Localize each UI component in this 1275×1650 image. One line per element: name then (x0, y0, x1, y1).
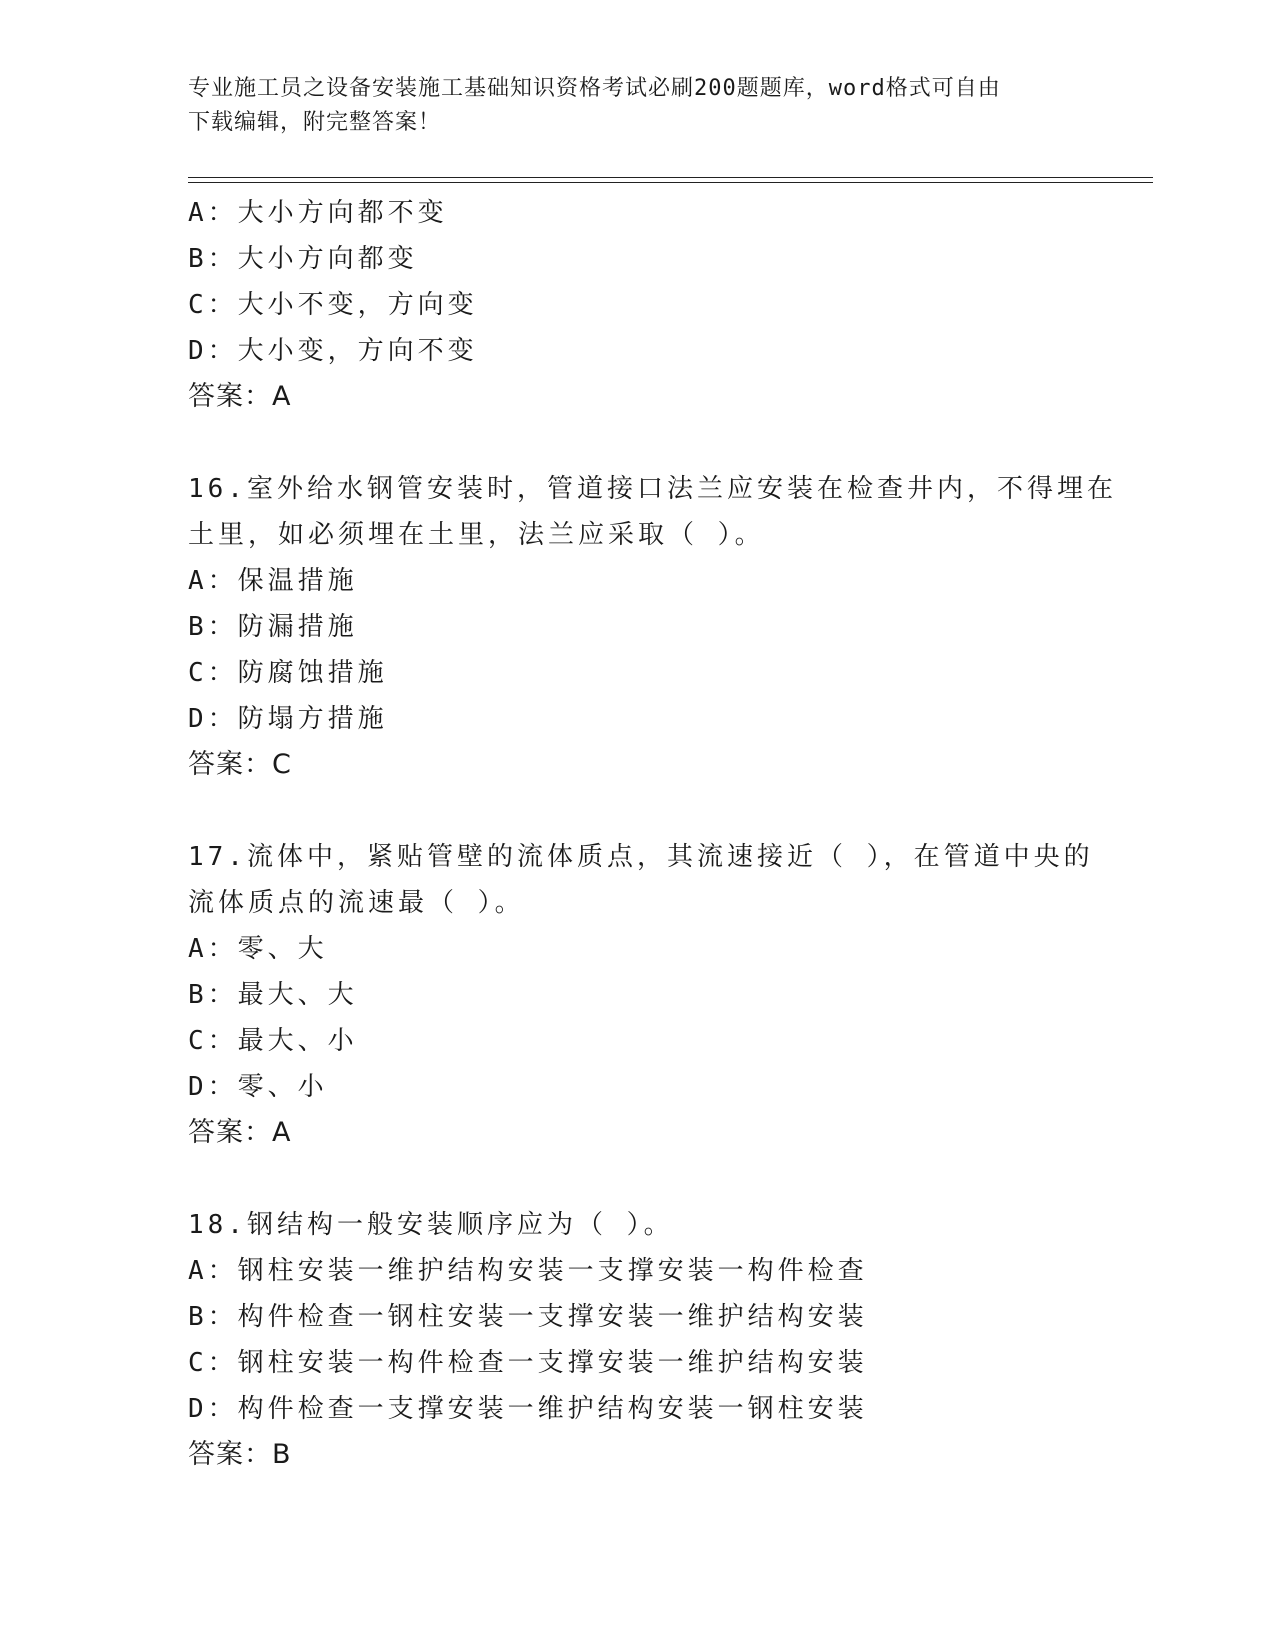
option-d: D：防塌方措施 (188, 704, 388, 734)
question-text-line-1: 17.流体中，紧贴管壁的流体质点，其流速接近（ ），在管道中央的 (188, 842, 1094, 872)
option-a: A：钢柱安装一维护结构安装一支撑安装一构件检查 (188, 1256, 868, 1286)
option-d: D：构件检查一支撑安装一维护结构安装一钢柱安装 (188, 1394, 868, 1424)
question-text-line-2: 流体质点的流速最（ ）。 (188, 888, 525, 918)
option-c: C：大小不变，方向变 (188, 290, 478, 320)
question-text-line-2: 土里，如必须埋在土里，法兰应采取（ ）。 (188, 520, 765, 550)
option-c: C：最大、小 (188, 1026, 358, 1056)
header-line-1: 专业施工员之设备安装施工基础知识资格考试必刷200题题库，word格式可自由 (188, 76, 1001, 101)
header-line-2: 下载编辑，附完整答案！ (188, 110, 442, 135)
option-a: A：保温措施 (188, 566, 358, 596)
option-d: D：零、小 (188, 1072, 328, 1102)
answer: 答案：A (188, 381, 292, 412)
spacer (188, 1156, 1088, 1202)
answer: 答案：B (188, 1439, 292, 1470)
document-header (188, 72, 1088, 140)
option-b: B：大小方向都变 (188, 244, 418, 274)
option-a: A：大小方向都不变 (188, 198, 448, 228)
question-17 (188, 834, 1094, 1156)
question-text-line-1: 16.室外给水钢管安装时，管道接口法兰应安装在检查井内，不得埋在 (188, 474, 1117, 504)
option-d: D：大小变，方向不变 (188, 336, 478, 366)
spacer (188, 420, 1088, 466)
option-b: B：防漏措施 (188, 612, 358, 642)
question-18 (188, 1202, 1088, 1478)
answer: 答案：C (188, 749, 292, 780)
header-divider-bottom (188, 182, 1153, 183)
question-16 (188, 466, 1117, 788)
option-c: C：钢柱安装一构件检查一支撑安装一维护结构安装 (188, 1348, 868, 1378)
option-b: B：构件检查一钢柱安装一支撑安装一维护结构安装 (188, 1302, 868, 1332)
question-list (188, 190, 1117, 1478)
question-text-line-1: 18.钢结构一般安装顺序应为（ ）。 (188, 1210, 674, 1240)
question-15 (188, 190, 1088, 420)
answer: 答案：A (188, 1117, 292, 1148)
option-c: C：防腐蚀措施 (188, 658, 388, 688)
header-divider-top (188, 177, 1153, 178)
option-b: B：最大、大 (188, 980, 358, 1010)
option-a: A：零、大 (188, 934, 328, 964)
spacer (188, 788, 1088, 834)
